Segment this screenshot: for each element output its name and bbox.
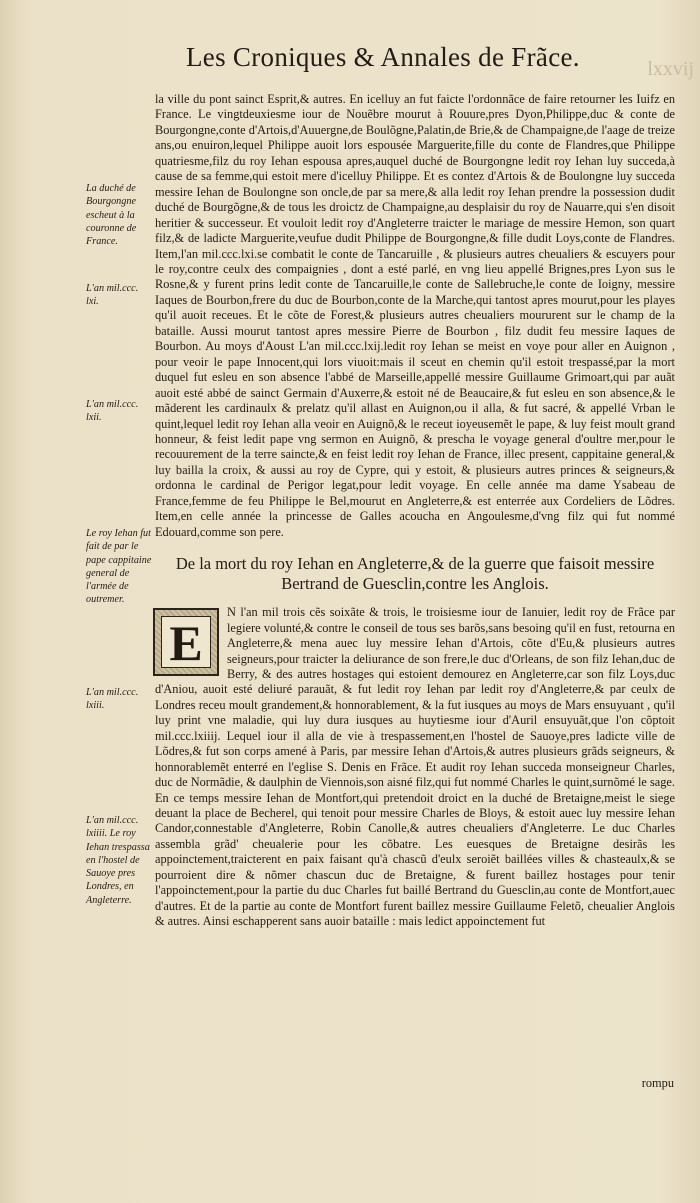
margin-note: L'an mil.ccc. lxiiii. Le roy Iehan trespassa en l'hostel de Sauoye pres Londres, en Angleterre.: [86, 815, 150, 906]
main-text-column: [155, 92, 675, 930]
paragraph: N l'an mil trois cẽs soixãte & trois, le troisiesme iour de Ianuier, ledit roy de Frãce par legiere volunté,& contre le conseil de tous ses barõs,sans besoing qu'il en fust, retourna en Angleterre,& mena auec luy messire Iehan d'Artois, cõte d'Eu,& plusieurs autres seigneurs,pour traicter la deliurance de son frere,le duc d'Orleans, de son filz Iehan,duc de Berry, & des autres hostages qui estoient demourez en Angleterre,car son filz Loys,duc d'Aniou, auoit esté deliuré parauãt, & fut ledit roy Iehan par ledit roy d'Angleterre,& par ceulx de Londres receu moult grandement,& honnorablement, & la fut iusques au moys de Mars ensuyuant , qu'il luy print vne maladie, qui luy dura iusques au huytiesme iour d'Auril ensuyuãt,que l'on cõptoit mil.ccc.lxiiij. Lequel iour il alla de vie à trespassement,en l'hostel de Sauoye,pres ladicte ville de Lõdres,& fut son corps amené à Paris, par messire Iehan d'Artois,& autres plusieurs grãds seigneurs, & honnorablemẽt enterré en l'eglise S. Denis en Frãce. Et audit roy Iehan succeda monseigneur Charles, duc de Normãdie, & daulphin de Viennois,son aisné filz,qui fut nommé Charles le quint,surnõmé le sage. En ce temps messire Iehan de Montfort,qui pretendoit droict en la duché de Bretaigne,meist le siege deuant la place de Becherel, qui tenoit pour messire Charles de Bloys, & estoit auec luy messire Iehan Candor,connestable d'Angleterre, Robin Canolle,& autres cheualiers d'Angleterre. Le duc Charles assembla grãd' cheualerie pour les cõbatre. Les euesques de Bretaigne desirãs les appoinctement,traicterent en paix faisant qu'à chascũ d'eulx seroiẽt baillées villes & chasteaulx,& se pourroient dire & nõmer chascun duc de Bretaigne, & furent baillez hostages pour tenir l'appoinctement,pour la partie du duc Charles fut baillé Bertrand du Guesclin,au conte de Montfort,auec d'autres. Et de la partie au conte de Montfort furent baillez messire Guillaume Feletõ, cheualier Anglois & autres. Ainsi eschapperent sans auoir bataille : mais ledict appoinctement fut: [155, 605, 675, 929]
paragraph-with-initial: [155, 605, 675, 930]
margin-note: L'an mil.ccc. lxiii.: [86, 687, 139, 712]
running-head: Les Croniques & Annales de Frãce.: [186, 42, 580, 72]
paragraph: la ville du pont sainct Esprit,& autres. En icelluy an fut faicte l'ordonnãce de faire retourner les Iuifz en France. Le vingtdeuxiesme iour de Nouẽbre mourut à Rouure,pres Dyon,Philippe,duc & conte de Bourgongne,conte d'Artois,d'Auuergne,de Boulõgne,Palatin,de Brie,& de Champaigne,de l'aage de treize ans,ou enuiron,lequel Philippe auoit lors espousée Marguerite,fille du conte de Flandres,que Philippe quatriesme,filz du roy Iehan espousa apres,auquel duché de Bourgongne ledit roy Iehan luy succeda,à cause de sa femme,qui estoit mere d'icelluy Philippe. Et es contez d'Artois & de Boulongne luy succeda messire Iehan de Boulongne son oncle,de par sa mere,& alla ledit roy Iehan prendre la possession dudit duché de Bourgõgne,& de tous les droictz de Champaigne,au desplaisir du roy de Nauarre,qui s'en disoit heritier & successeur. Et vouloit ledit roy d'Angleterre traicter le mariage de messire Hemon, son quart filz,& de ladicte Marguerite,veufue dudit Philippe de Bourgongne,& fille dudit Loys,conte de Flandres. Item,l'an mil.ccc.lxi.se combatit le conte de Tancaruille , & plusieurs autres cheualiers & escuyers pour le roy,contre ceulx des compaignies , dont a esté parlé, en vng lieu appellé Brignes,pres Lyon sus le Rosne,& y furent prins ledit conte de Tancaruille,le conte de Sallebruche,le conte de Ioigny, messire Iaques de Bourbon,frere du duc de Bourbon,conte de la Marche,qui tantost apres mourut,pour les playes qu'il auoit receues. Et le cõte de Forest,& plusieurs autres cheualiers moururent sur le champ de la bataille. Aussi mourut tantost apres messire Pierre de Bourbon , filz dudit feu messire Iaques de Bourbon. Au moys d'Aoust L'an mil.ccc.lxij.ledit roy Iehan se meist en voye pour aller en Auignon , pour veoir le pape Innocent,qui lors viuoit:mais il sceut en chemin qu'il estoit trespassé,par la mort duquel fut esleu en son absence l'abbé de Marseille,appellé messire Guillaume Grimoart,qui par auãt auoit esté abbé de sainct Germain d'Auxerre,& estoit né de Beaucaire,& fut esleu en son absence,& le mãderent les cardinaulx & prelatz qu'il allast en Auignon,ou il alla, & fut sacré, & appellé Vrban le quint,lequel ledit roy Iehan alla veoir en Auignõ,& le receut ioyeusemẽt le pape, & luy feist moult grand honneur, & feist ledit pape vng sermon en Auignõ, & prescha le voyage general d'oultre mer,pour le recouurement de la terre saincte,& en feist ledit roy Iehan de France, illec present, cappitaine general,& luy bailla la croix, & aussi au roy de Cypre, qui y estoit, & plusieurs autres princes & seigneurs,& ordonna le cardinal de Perigor legat,pour ledit voyage. En celle année ma dame Ysabeau de France,femme de feu Philippe le Bel,mourut en Angleterre,& est enterrée aux Cordeliers de Lõdres. Item,en celle année la princesse de Galles acoucha en Angoulesme,d'vng filz qui fut nommé Edouard,comme son pere.: [155, 92, 675, 539]
catchword: rompu: [641, 1076, 674, 1090]
margin-note: L'an mil.ccc. lxii.: [86, 399, 139, 424]
margin-notes: [0, 0, 150, 1203]
bleed-through-text: lxxvij: [647, 58, 694, 80]
initial-letter: E: [161, 616, 211, 668]
decorated-initial-icon: [153, 608, 219, 676]
margin-note: Le roy Iehan fut fait de par le pape cappitaine general de l'armée de outremer.: [86, 528, 152, 606]
chapter-heading: De la mort du roy Iehan en Angleterre,& de la guerre que faisoit messire Bertrand de Guesclin,contre les Anglois.: [175, 554, 655, 594]
margin-note: La duché de Bourgongne escheut à la couronne de France.: [86, 183, 137, 248]
margin-note: L'an mil.ccc. lxi.: [86, 283, 139, 308]
